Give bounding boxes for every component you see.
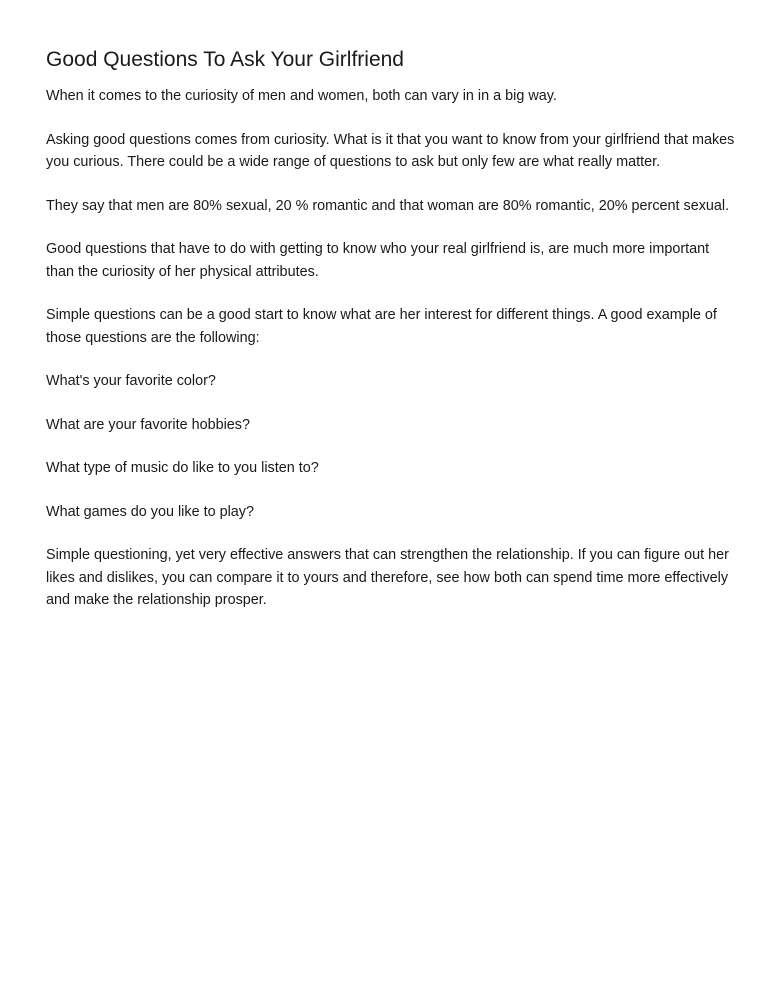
question-music: What type of music do like to you listen to? [46,460,319,476]
paragraph-statistics: They say that men are 80% sexual, 20 % romantic and that woman are 80% romantic, 20% percent sexual. [46,197,730,214]
question-games: What games do you like to play? [46,503,254,520]
paragraph-simple-questions: Simple questions can be a good start to know what are her interest for different things. A good example of those questions are the following: [46,307,717,346]
question-favorite-color: What's your favorite color? [46,373,216,389]
document-title: Good Questions To Ask Your Girlfriend [46,48,404,71]
document-page [46,46,736,633]
question-favorite-hobbies: What are your favorite hobbies? [46,416,250,433]
paragraph-good-questions: Good questions that have to do with getting to know who your real girlfriend is, are much more important than the curiosity of her physical attributes. [46,241,710,280]
paragraph-intro: When it comes to the curiosity of men and women, both can vary in in a big way. [46,88,557,104]
paragraph-conclusion: Simple questioning, yet very effective answers that can strengthen the relationship. If you can figure out her likes and dislikes, you can compare it to yours and therefore, see how both can spend time more effectively and make the relationship prosper. [46,547,729,608]
paragraph-curiosity: Asking good questions comes from curiosity. What is it that you want to know from your girlfriend that makes you curious. There could be a wide range of questions to ask but only few are what really matter. [46,131,735,170]
